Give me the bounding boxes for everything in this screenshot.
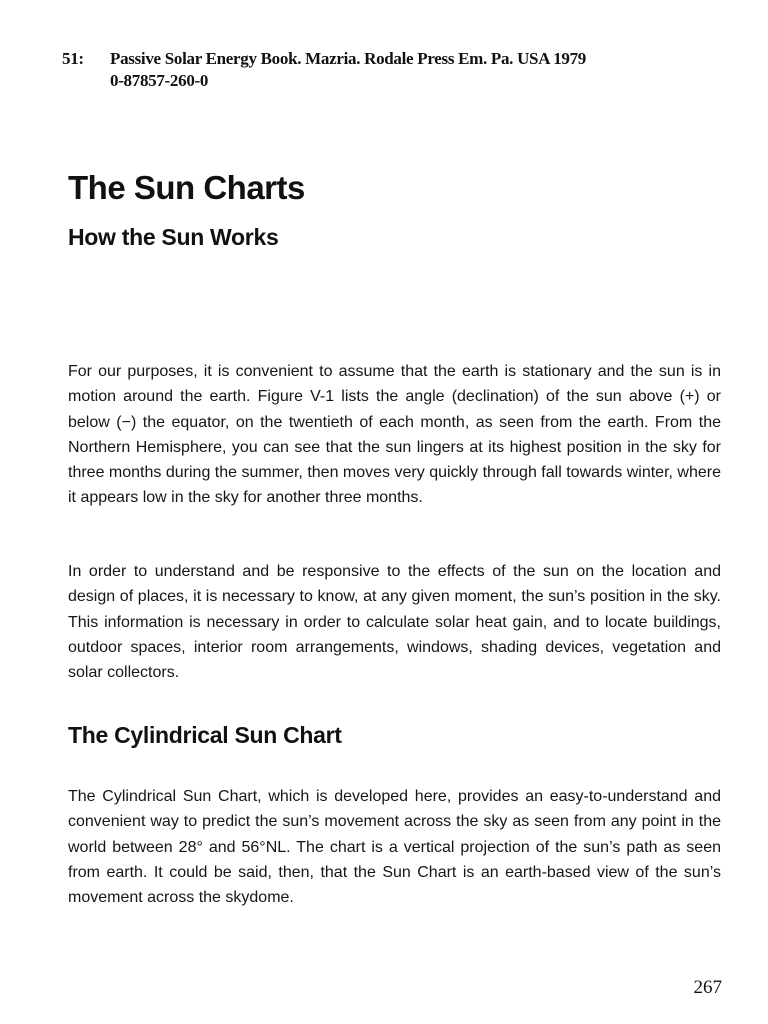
citation-text: Passive Solar Energy Book. Mazria. Rodale Press Em. Pa. USA 1979 <box>110 49 586 68</box>
paragraph-sun-position: In order to understand and be responsive to the effects of the sun on the location and design of places, it is necessary to know, at any given moment, the sun’s position in the sky. This information is necessary in order to calculate solar heat gain, and to locate buildings, outdoor spaces, interior room arrangements, windows, shading devices, vegetation and solar collectors. <box>68 563 721 682</box>
page-subtitle: How the Sun Works <box>68 224 279 250</box>
citation-isbn: 0-87857-260-0 <box>110 71 209 90</box>
citation-header <box>62 48 702 92</box>
paragraph-cylindrical-sun-chart: The Cylindrical Sun Chart, which is developed here, provides an easy-to-understand and convenient way to predict the sun’s movement across the sky as seen from any point in the world between 28° and 56°NL. The chart is a vertical projection of the sun’s path as seen from earth. It could be said, then, that the Sun Chart is an earth-based view of the sun’s movement across the skydome. <box>68 788 721 907</box>
section-heading-cylindrical-sun-chart: The Cylindrical Sun Chart <box>68 722 342 748</box>
citation-number: 51: <box>62 49 84 68</box>
page-title: The Sun Charts <box>68 169 305 206</box>
page-number: 267 <box>693 977 722 998</box>
paragraph-earth-stationary: For our purposes, it is convenient to assume that the earth is stationary and the sun is in motion around the earth. Figure V-1 lists the angle (declination) of the sun above (+) or below (−) the equator, on the twentieth of each month, as seen from the earth. From the Northern Hemisphere, you can see that the sun lingers at its highest position in the sky for three months during the summer, then moves very quickly through fall towards winter, where it appears low in the sky for another three months. <box>68 363 721 507</box>
